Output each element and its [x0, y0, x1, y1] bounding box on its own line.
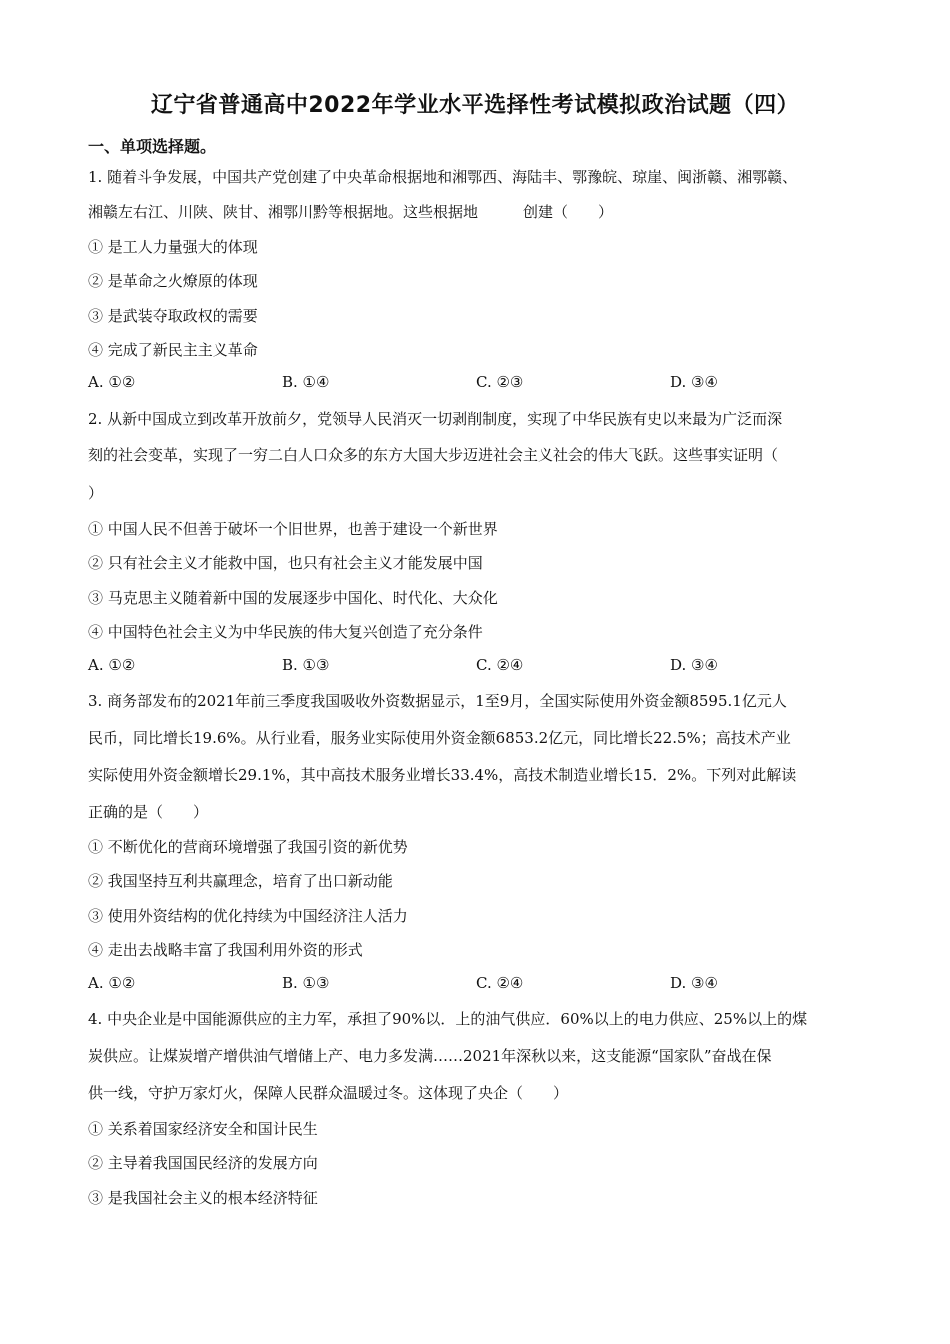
question-3-item-1: ① 不断优化的营商环境增强了我国引资的新优势 [88, 838, 408, 856]
question-2-text-line-3: ） [88, 484, 104, 502]
question-3-item-2: ② 我国坚持互利共赢理念，培育了出口新动能 [88, 872, 393, 890]
question-2-item-1: ① 中国人民不但善于破坏一个旧世界，也善于建设一个新世界 [88, 520, 498, 538]
question-4-text-line-3: 供一线，守护万家灯火，保障人民群众温暖过冬。这体现了央企（ ） [88, 1084, 569, 1102]
question-4-text-line-2: 炭供应。让煤炭增产增供油气增储上产、电力多发满……2021年深秋以来，这支能源“国家队”奋战在保 [88, 1047, 772, 1065]
question-2-option-b: B. ①③ [282, 656, 330, 674]
question-3-text-line-3: 实际使用外资金额增长29.1%，其中高技术服务业增长33.4%，高技术制造业增长15．2%。下列对此解读 [88, 766, 797, 784]
question-3-text-line-4: 正确的是（ ） [88, 803, 209, 821]
question-2-item-4: ④ 中国特色社会主义为中华民族的伟大复兴创造了充分条件 [88, 623, 483, 641]
question-3-text-line-2: 民币，同比增长19.6%。从行业看，服务业实际使用外资金额6853.2亿元，同比增长22.5%；高技术产业 [88, 729, 791, 747]
question-4-text-line-1: 4. 中央企业是中国能源供应的主力军，承担了90%以．上的油气供应．60%以上的电力供应、25%以上的煤 [88, 1010, 808, 1028]
question-4-item-2: ② 主导着我国国民经济的发展方向 [88, 1154, 318, 1172]
question-1-text-line-1: 1. 随着斗争发展，中国共产党创建了中央革命根据地和湘鄂西、海陆丰、鄂豫皖、琼崖、闽浙赣、湘鄂赣、 [88, 168, 798, 186]
question-1-option-c: C. ②③ [476, 373, 524, 391]
question-3-text-line-1: 3. 商务部发布的2021年前三季度我国吸收外资数据显示，1至9月，全国实际使用外资金额8595.1亿元人 [88, 692, 787, 710]
question-4-item-3: ③ 是我国社会主义的根本经济特征 [88, 1189, 318, 1207]
question-3-option-a: A. ①② [88, 974, 136, 992]
question-1-text-line-2: 湘赣左右江、川陕、陕甘、湘鄂川黔等根据地。这些根据地 创建（ ） [88, 203, 614, 221]
question-3-option-c: C. ②④ [476, 974, 524, 992]
question-1-option-b: B. ①④ [282, 373, 330, 391]
question-3-item-4: ④ 走出去战略丰富了我国利用外资的形式 [88, 941, 363, 959]
question-2-item-2: ② 只有社会主义才能救中国，也只有社会主义才能发展中国 [88, 554, 483, 572]
question-1-item-1: ① 是工人力量强大的体现 [88, 238, 258, 256]
question-1-item-4: ④ 完成了新民主主义革命 [88, 341, 258, 359]
question-1-item-3: ③ 是武装夺取政权的需要 [88, 307, 258, 325]
question-4-item-1: ① 关系着国家经济安全和国计民生 [88, 1120, 318, 1138]
question-1-option-a: A. ①② [88, 373, 136, 391]
question-2-text-line-2: 刻的社会变革，实现了一穷二白人口众多的东方大国大步迈进社会主义社会的伟大飞跃。这些事实证明（ [88, 446, 779, 464]
question-3-item-3: ③ 使用外资结构的优化持续为中国经济注人活力 [88, 907, 408, 925]
question-1-option-d: D. ③④ [670, 373, 718, 391]
question-2-option-a: A. ①② [88, 656, 136, 674]
question-2-item-3: ③ 马克思主义随着新中国的发展逐步中国化、时代化、大众化 [88, 589, 498, 607]
page-title: 辽宁省普通高中2022年学业水平选择性考试模拟政治试题（四） [150, 93, 800, 118]
question-2-text-line-1: 2. 从新中国成立到改革开放前夕，党领导人民消灭一切剥削制度，实现了中华民族有史以来最为广泛而深 [88, 410, 783, 428]
question-2-option-d: D. ③④ [670, 656, 718, 674]
question-3-option-b: B. ①③ [282, 974, 330, 992]
question-1-item-2: ② 是革命之火燎原的体现 [88, 272, 258, 290]
question-3-option-d: D. ③④ [670, 974, 718, 992]
section-heading: 一、单项选择题。 [88, 137, 217, 156]
question-2-option-c: C. ②④ [476, 656, 524, 674]
